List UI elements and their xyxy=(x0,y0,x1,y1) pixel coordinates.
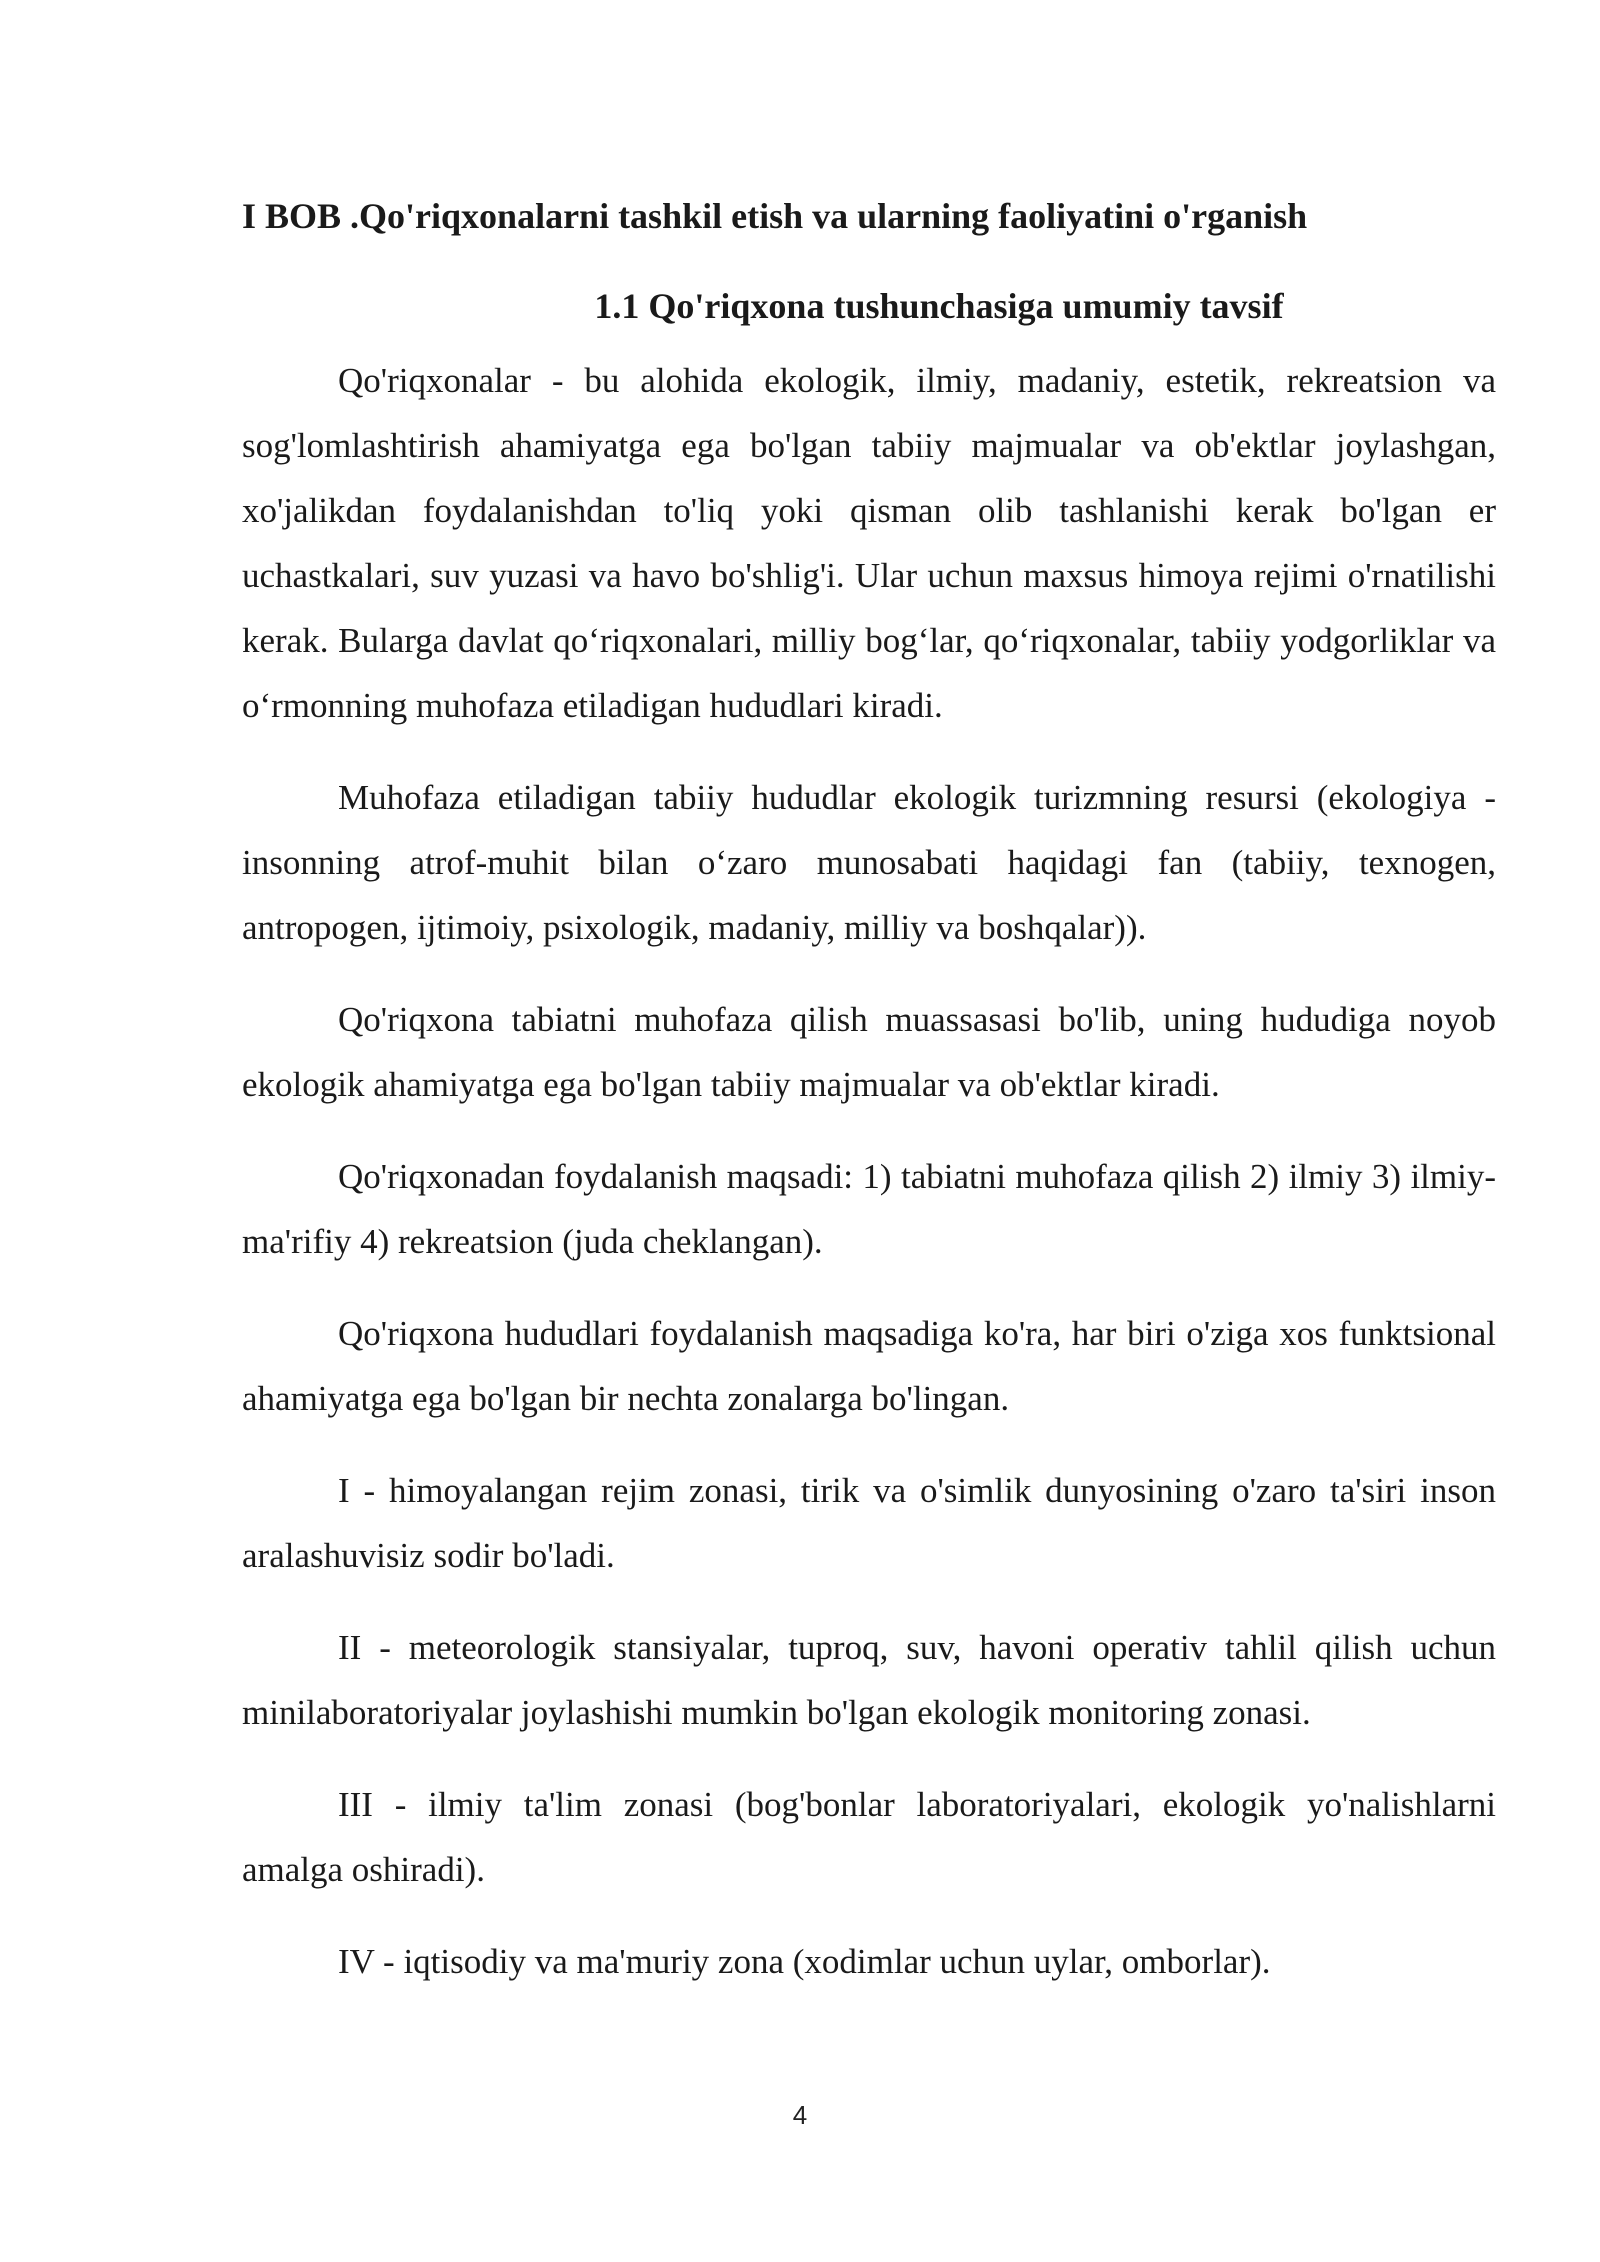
paragraph-zone-2: II - meteorologik stansiyalar, tuproq, suv, havoni operativ tahlil qilish uchun minilaboratoriyalar joylashishi mumkin bo'lgan ekologik monitoring zonasi. xyxy=(242,1628,1496,1732)
paragraph-zones-intro: Qo'riqxona hududlari foydalanish maqsadiga ko'ra, har biri o'ziga xos funktsional ahamiyatga ega bo'lgan bir nechta zonalarga bo'lingan. xyxy=(242,1314,1496,1418)
paragraph-zone-4: IV - iqtisodiy va ma'muriy zona (xodimlar uchun uylar, omborlar). xyxy=(338,1942,1271,1981)
section-title: 1.1 Qo'riqxona tushunchasiga umumiy tavsif xyxy=(594,286,1284,326)
paragraph-definition: Qo'riqxonalar - bu alohida ekologik, ilmiy, madaniy, estetik, rekreatsion va sog'lomlashtirish ahamiyatga ega bo'lgan tabiiy majmualar va ob'ektlar joylashgan, xo'jalikdan foydalanishdan to'liq yoki qisman olib tashlanishi kerak bo'lgan er uchastkalari, suv yuzasi va havo bo'shlig'i. Ular uchun maxsus himoya rejimi o'rnatilishi kerak. Bularga davlat qo‘riqxonalari, milliy bog‘lar, qo‘riqxonalar, tabiiy yodgorliklar va o‘rmonning muhofaza etiladigan hududlari kiradi. xyxy=(242,361,1496,725)
page-number: 4 xyxy=(792,2100,808,2130)
paragraph-institution: Qo'riqxona tabiatni muhofaza qilish muassasasi bo'lib, uning hududiga noyob ekologik ahamiyatga ega bo'lgan tabiiy majmualar va ob'ektlar kiradi. xyxy=(242,1000,1496,1104)
document-page xyxy=(242,190,1496,2021)
paragraph-purpose: Qo'riqxonadan foydalanish maqsadi: 1) tabiatni muhofaza qilish 2) ilmiy 3) ilmiy-ma'rifiy 4) rekreatsion (juda cheklangan). xyxy=(242,1157,1496,1261)
chapter-title: I BOB .Qo'riqxonalarni tashkil etish va ularning faoliyatini o'rganish xyxy=(242,196,1308,236)
paragraph-zone-3: III - ilmiy ta'lim zonasi (bog'bonlar laboratoriyalari, ekologik yo'nalishlarni amalga oshiradi). xyxy=(242,1785,1496,1889)
paragraph-zone-1: I - himoyalangan rejim zonasi, tirik va o'simlik dunyosining o'zaro ta'siri inson aralashuvisiz sodir bo'ladi. xyxy=(242,1471,1496,1575)
paragraph-ecotourism: Muhofaza etiladigan tabiiy hududlar ekologik turizmning resursi (ekologiya - insonning atrof-muhit bilan o‘zaro munosabati haqidagi fan (tabiiy, texnogen, antropogen, ijtimoiy, psixologik, madaniy, milliy va boshqalar)). xyxy=(242,778,1496,947)
